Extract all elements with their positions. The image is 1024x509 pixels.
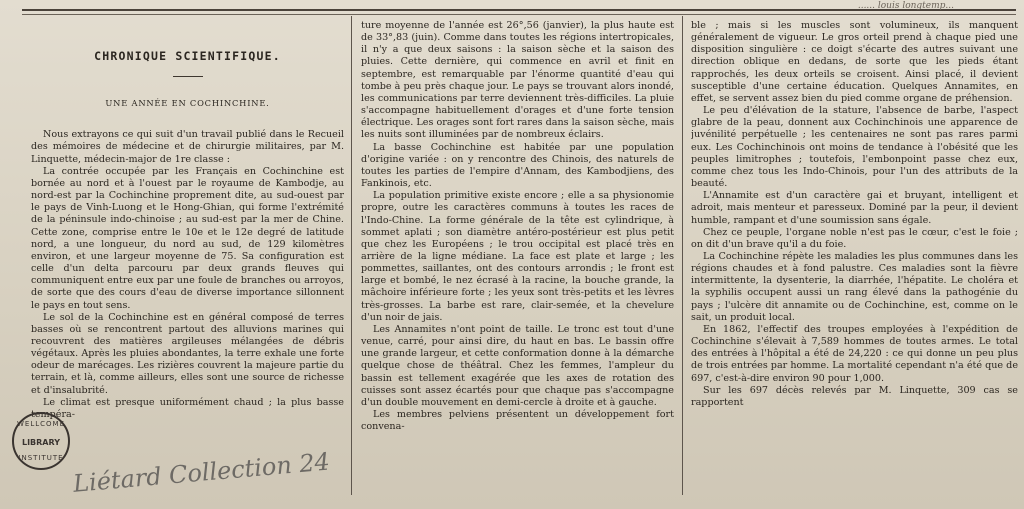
paragraph: ture moyenne de l'année est 26°,56 (janvier), la plus haute est de 33°,83 (juin). Comme dans toutes les régions intertropicales, il n'y a que deux saisons : la saison sèche et la saison des pluies. Cette dernière, qui commence en avril et finit en septembre, est remarquable par l'énorme quantité d'eau qui tombe à peu près chaque jour. Le pays se trouvant alors inondé, les communications par terre deviennent très-difficiles. La pluie s'accompagne habituellement d'orages et d'une forte tension électrique. Les orages sont fort rares dans la saison sèche, mais les nuits sont illuminées par de nombreux éclairs. <box>361 20 674 141</box>
paragraph: Les Annamites n'ont point de taille. Le tronc est tout d'une venue, carré, pour ainsi dire, du haut en bas. Le bassin offre une grande largeur, et cette conformation donne à la démarche quelque chose de théâtral. Chez les femmes, l'ampleur du bassin est tellement exagérée que les axes de rotation des cuisses sont assez écartés pour que chaque pas s'accompagne d'un double mouvement en demi-cercle à droite et à gauche. <box>361 323 674 408</box>
stamp-top-text: WELLCOME <box>16 420 65 428</box>
paragraph: ble ; mais si les muscles sont volumineux, ils manquent généralement de vigueur. Le gros orteil prend à chaque pied une disposition singulière : ce doigt s'écarte des autres suivant une direction oblique en dedans, de sorte que les pieds étant rapprochés, les deux orteils se croisent. Ainsi placé, il devient susceptible d'une certaine éducation. Quelques Annamites, en effet, se servent assez bien du pied comme organe de préhension. <box>691 20 1018 104</box>
library-stamp <box>12 412 70 470</box>
column-1 <box>31 20 344 503</box>
paragraph: Le peu d'élévation de la stature, l'absence de barbe, l'aspect glabre de la peau, donnent aux Cochinchinois une apparence de juvénilité perpétuelle ; les centenaires ne sont pas rares parmi eux. Les Cochinchinois ont moins de tendance à l'obésité que les peuples limitrophes ; toutefois, l'embonpoint passe chez eux, comme chez tous les Indo-Chinois, pour l'un des attributs de la beauté. <box>691 105 1018 190</box>
paragraph: La basse Cochinchine est habitée par une population d'origine variée : on y rencontre des Chinois, des naturels de toutes les parties de l'empire d'Annam, des Kambodjiens, des Fankinois, etc. <box>361 141 674 190</box>
column-2 <box>361 20 674 503</box>
column-divider <box>351 16 352 495</box>
paragraph: En 1862, l'effectif des troupes employées à l'expédition de Cochinchine s'élevait à 7,589 hommes de toutes armes. Le total des entrées à l'hôpital a été de 24,220 : ce qui donne un peu plus de trois entrées par homme. La mortalité cependant n'a été que de 697, c'est-à-dire environ 90 pour 1,000. <box>691 323 1018 384</box>
paragraph: Chez ce peuple, l'organe noble n'est pas le cœur, c'est le foie ; on dit d'un brave qu'il a du foie. <box>691 226 1018 250</box>
paragraph: Le climat est presque uniformément chaud ; la plus basse tempéra- <box>31 396 344 420</box>
running-head: ...... louis longtemp... <box>857 1 954 11</box>
paragraph: La Cochinchine répète les maladies les plus communes dans les régions chaudes et à fond palustre. Ces maladies sont la fièvre intermittente, la dysenterie, la diarrhée, l'hépatite. Le choléra et la syphilis occupent aussi un rang élevé dans la pathogénie du pays ; l'ulcère dit annamite ou de Cochinchine, est, comme on le sait, un produit local. <box>691 250 1018 323</box>
paragraph: Nous extrayons ce qui suit d'un travail publié dans le Recueil des mémoires de médecine et de chirurgie militaires, par M. Linquette, médecin-major de 1re classe : <box>31 129 344 165</box>
paragraph: Les membres pelviens présentent un développement fort convena- <box>361 409 674 433</box>
paragraph: L'Annamite est d'un caractère gai et bruyant, intelligent et adroit, mais menteur et paresseux. Dominé par la peur, il devient humble, rampant et d'une soumission sans égale. <box>691 190 1018 226</box>
paragraph: La contrée occupée par les Français en Cochinchine est bornée au nord et à l'ouest par le royaume de Kambodje, au nord-est par la Cochinchine proprement dite, au sud-ouest par le pays de Vinh-Luong et le Hong-Ghian, qui forme l'extrémité de la péninsule indo-chinoise ; au sud-est par la mer de Chine. Cette zone, comprise entre le 10e et le 12e degré de latitude nord, a une longueur, du nord au sud, de 129 kilomètres environ, et une largeur moyenne de 75. Sa configuration est celle d'un delta parcouru par deux grands fleuves qui communiquent entre eux par une foule de branches ou arroyos, de sorte que des cours d'eau de diverse importance sillonnent le pays en tout sens. <box>31 165 344 311</box>
stamp-bottom-text: INSTITUTE <box>18 454 64 462</box>
section-title: CHRONIQUE SCIENTIFIQUE. <box>94 49 281 63</box>
paragraph: Le sol de la Cochinchine est en général composé de terres basses où se rencontrent partout des alluvions marines qui recouvrent des matières argileuses mélangées de débris végétaux. Après les pluies abondantes, la terre exhale une forte odeur de marécages. Les rizières couvrent la majeure partie du terrain, et là, comme ailleurs, elles sont une source de richesse et d'insalubrité. <box>31 311 344 396</box>
handwritten-annotation: Liétard Collection 24 <box>72 447 331 498</box>
paragraph: Sur les 697 décès relevés par M. Linquette, 309 cas se rapportent <box>691 384 1018 408</box>
stamp-middle-text: LIBRARY <box>21 438 61 447</box>
column-divider <box>682 16 683 495</box>
column-3 <box>691 20 1018 503</box>
title-rule <box>173 76 203 77</box>
paragraph: La population primitive existe encore ; elle a sa physionomie propre, outre les caractères communs à toutes les races de l'Indo-Chine. La forme générale de la tête est cylindrique, à sommet aplati ; son diamètre antéro-postérieur est plus petit que chez les Européens ; le trou occipital est placé très en arrière de la ligne médiane. La face est plate et large ; les pommettes, saillantes, ont des contours arrondis ; le front est large et bombé, le nez écrasé à la racine, la bouche grande, la mâchoire inférieure forte ; les yeux sont très-petits et les lèvres très-grosses. La barbe est rare, clair-semée, et la chevelure d'un noir de jais. <box>361 190 674 323</box>
article-title: UNE ANNÉE EN COCHINCHINE. <box>105 98 270 109</box>
